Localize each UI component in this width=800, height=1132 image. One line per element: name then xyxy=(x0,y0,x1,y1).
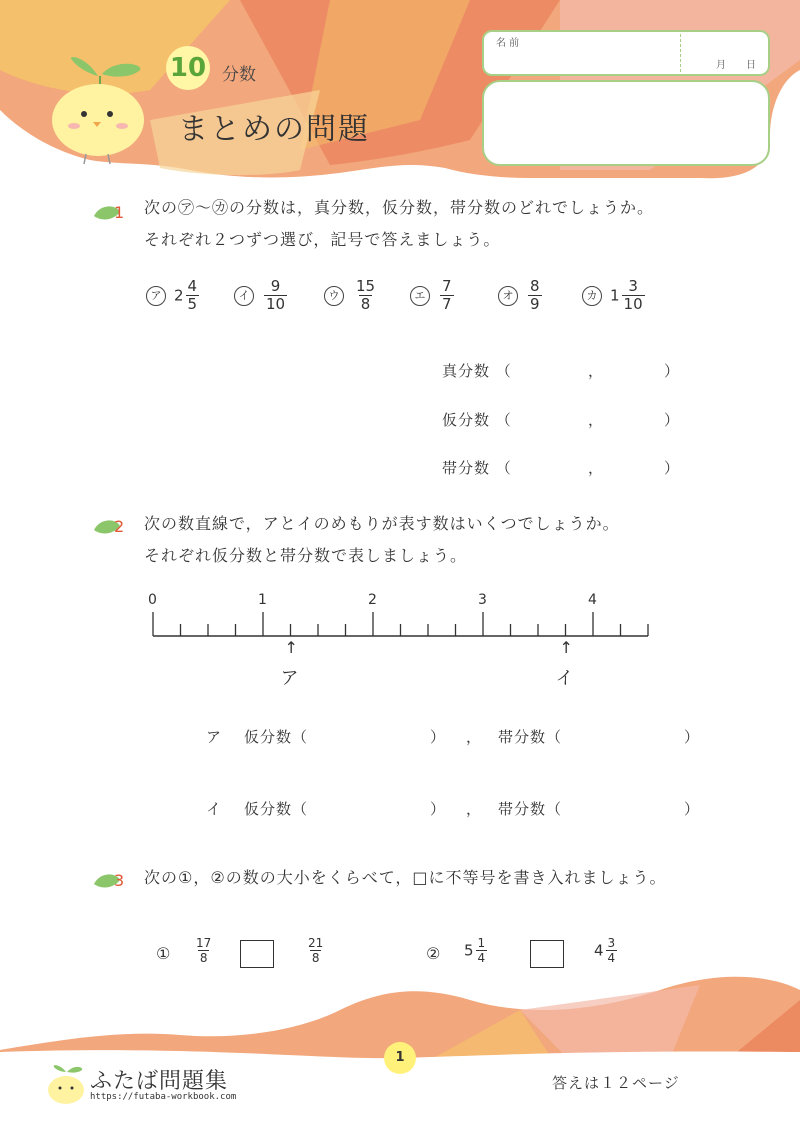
answer-input[interactable] xyxy=(522,409,662,431)
option-3 xyxy=(324,278,377,313)
fraction-denominator: 10 xyxy=(266,295,286,313)
option-mark: ウ xyxy=(324,286,344,306)
unit-subject: 分数 xyxy=(222,65,256,85)
fraction-part xyxy=(606,936,618,965)
number-line-axis xyxy=(0,590,800,710)
answer-row-comma: ， xyxy=(588,459,605,477)
item-right-fraction xyxy=(304,936,325,965)
answer-row-label: 仮分数 （ xyxy=(442,411,512,429)
fraction-whole: 2 xyxy=(174,286,184,305)
answer-row-comma: ， xyxy=(588,411,605,429)
item-mark: ② xyxy=(426,944,441,963)
option-5 xyxy=(498,278,542,313)
chick-mascot-icon xyxy=(46,46,156,168)
fraction-part xyxy=(306,936,325,965)
month-label: 月 xyxy=(716,60,726,71)
answer-separator: ， xyxy=(466,728,483,746)
question-2-line-2: それぞれ仮分数と帯分数で表しましょう。 xyxy=(144,546,468,565)
fraction xyxy=(192,936,213,965)
fraction-whole: 5 xyxy=(464,941,474,960)
fraction-denominator: 8 xyxy=(360,295,371,313)
fraction-denominator: 8 xyxy=(199,951,208,965)
mixed-input[interactable] xyxy=(576,798,680,820)
improper-input[interactable] xyxy=(322,798,426,820)
item-left-fraction xyxy=(464,936,487,965)
marker-arrow: ↑ xyxy=(559,638,573,657)
improper-label: 仮分数（ xyxy=(244,728,309,746)
question-2-leaf-icon xyxy=(92,512,132,542)
marker-label-ア: ア xyxy=(280,668,299,689)
item-right-fraction xyxy=(594,936,617,965)
inequality-input-box[interactable] xyxy=(240,940,274,968)
unit-number: 10 xyxy=(166,46,210,90)
question-1-text xyxy=(144,192,654,256)
question-3-text xyxy=(144,862,667,894)
marker-arrow: ↑ xyxy=(284,638,298,657)
question-1-leaf-icon xyxy=(92,198,132,228)
option-6 xyxy=(582,278,645,313)
name-date-divider xyxy=(680,34,681,72)
question-1-line-1: 次の㋐〜㋕の分数は，真分数，仮分数，帯分数のどれでしょうか。 xyxy=(144,198,655,217)
footer-chick-logo-icon xyxy=(44,1062,88,1106)
fraction xyxy=(594,936,617,965)
improper-input[interactable] xyxy=(322,726,426,748)
fraction xyxy=(438,277,454,313)
fraction-denominator: 8 xyxy=(311,951,320,965)
fraction-denominator: 7 xyxy=(442,295,452,313)
improper-label: 仮分数（ xyxy=(244,800,309,818)
fraction-denominator: 10 xyxy=(623,295,643,313)
name-date-field[interactable] xyxy=(482,30,770,76)
fraction-whole: 1 xyxy=(610,286,620,305)
fraction-part xyxy=(622,278,645,313)
fraction-numerator: 3 xyxy=(607,936,616,950)
answer-row-label: 帯分数 （ xyxy=(442,459,512,477)
fraction xyxy=(304,936,325,965)
fraction-numerator: 3 xyxy=(628,277,638,295)
option-2 xyxy=(234,278,287,313)
item-mark: ① xyxy=(156,944,171,963)
answer-row-close: ） xyxy=(664,459,681,477)
fraction-part xyxy=(194,936,213,965)
option-mark: エ xyxy=(410,286,430,306)
answer-mark: イ xyxy=(206,800,223,818)
fraction-part xyxy=(354,278,377,313)
fraction-part xyxy=(440,278,454,313)
answer-input[interactable] xyxy=(522,360,662,382)
fraction-part xyxy=(264,278,287,313)
option-mark: カ xyxy=(582,286,602,306)
answer-input[interactable] xyxy=(522,457,662,479)
fraction-denominator: 5 xyxy=(187,295,198,313)
option-mark: ア xyxy=(146,286,166,306)
fraction-numerator: 1 xyxy=(477,936,486,950)
tick-label-4: 4 xyxy=(588,592,597,608)
answer-row-comma: ， xyxy=(588,362,605,380)
fraction-denominator: 4 xyxy=(607,951,616,965)
fraction-denominator: 9 xyxy=(530,295,540,313)
answer-row-close: ） xyxy=(664,362,681,380)
fraction-numerator: 15 xyxy=(356,277,376,295)
answer-separator: ， xyxy=(466,800,483,818)
mixed-input[interactable] xyxy=(576,726,680,748)
option-mark: イ xyxy=(234,286,254,306)
question-2-number: 2 xyxy=(114,517,125,536)
page-number: 1 xyxy=(384,1042,416,1074)
marker-label-イ: イ xyxy=(555,668,574,689)
fraction xyxy=(352,277,377,313)
option-4 xyxy=(410,278,454,313)
answer-mark: ア xyxy=(206,728,223,746)
mixed-label: 帯分数（ xyxy=(498,800,563,818)
fraction xyxy=(610,277,645,313)
item-left-fraction xyxy=(192,936,213,965)
question-3-number: 3 xyxy=(114,871,125,890)
day-label: 日 xyxy=(746,60,756,71)
tick-label-3: 3 xyxy=(478,592,487,608)
fraction xyxy=(174,277,199,313)
fraction-numerator: 4 xyxy=(187,277,198,295)
question-1-number: 1 xyxy=(114,203,125,222)
mixed-close: ） xyxy=(684,728,701,746)
page-title: まとめの問題 xyxy=(178,112,370,147)
answer-row-label: 真分数 （ xyxy=(442,362,512,380)
inequality-input-box[interactable] xyxy=(530,940,564,968)
question-2-line-1: 次の数直線で，アとイのめもりが表す数はいくつでしょうか。 xyxy=(144,514,620,533)
score-box[interactable] xyxy=(482,80,770,166)
question-1-line-2: それぞれ２つずつ選び，記号で答えましょう。 xyxy=(144,230,501,249)
fraction-part xyxy=(476,936,488,965)
mixed-close: ） xyxy=(684,800,701,818)
answers-page-note: 答えは１２ページ xyxy=(552,1074,680,1092)
fraction-numerator: 17 xyxy=(196,936,212,950)
option-mark: オ xyxy=(498,286,518,306)
fraction-part xyxy=(186,278,200,313)
site-url[interactable]: https://futaba-workbook.com xyxy=(90,1092,237,1102)
fraction xyxy=(526,277,542,313)
fraction-numerator: 9 xyxy=(270,277,281,295)
improper-close: ） xyxy=(430,800,447,818)
name-label: 名 前 xyxy=(496,38,520,49)
brand-name: ふたば問題集 xyxy=(90,1069,229,1094)
question-3-line-1: 次の①，②の数の大小をくらべて，□に不等号を書き入れましょう。 xyxy=(144,868,667,887)
fraction-part xyxy=(528,278,542,313)
fraction-whole: 4 xyxy=(594,941,604,960)
fraction-numerator: 8 xyxy=(530,277,540,295)
fraction-numerator: 21 xyxy=(308,936,324,950)
fraction-numerator: 7 xyxy=(442,277,452,295)
question-3-leaf-icon xyxy=(92,866,132,896)
tick-label-1: 1 xyxy=(258,592,267,608)
option-1 xyxy=(146,278,199,313)
tick-label-0: 0 xyxy=(148,592,157,608)
tick-label-2: 2 xyxy=(368,592,377,608)
fraction-denominator: 4 xyxy=(477,951,486,965)
fraction xyxy=(262,277,287,313)
mixed-label: 帯分数（ xyxy=(498,728,563,746)
question-2-text xyxy=(144,508,620,572)
fraction xyxy=(464,936,487,965)
improper-close: ） xyxy=(430,728,447,746)
answer-row-close: ） xyxy=(664,411,681,429)
